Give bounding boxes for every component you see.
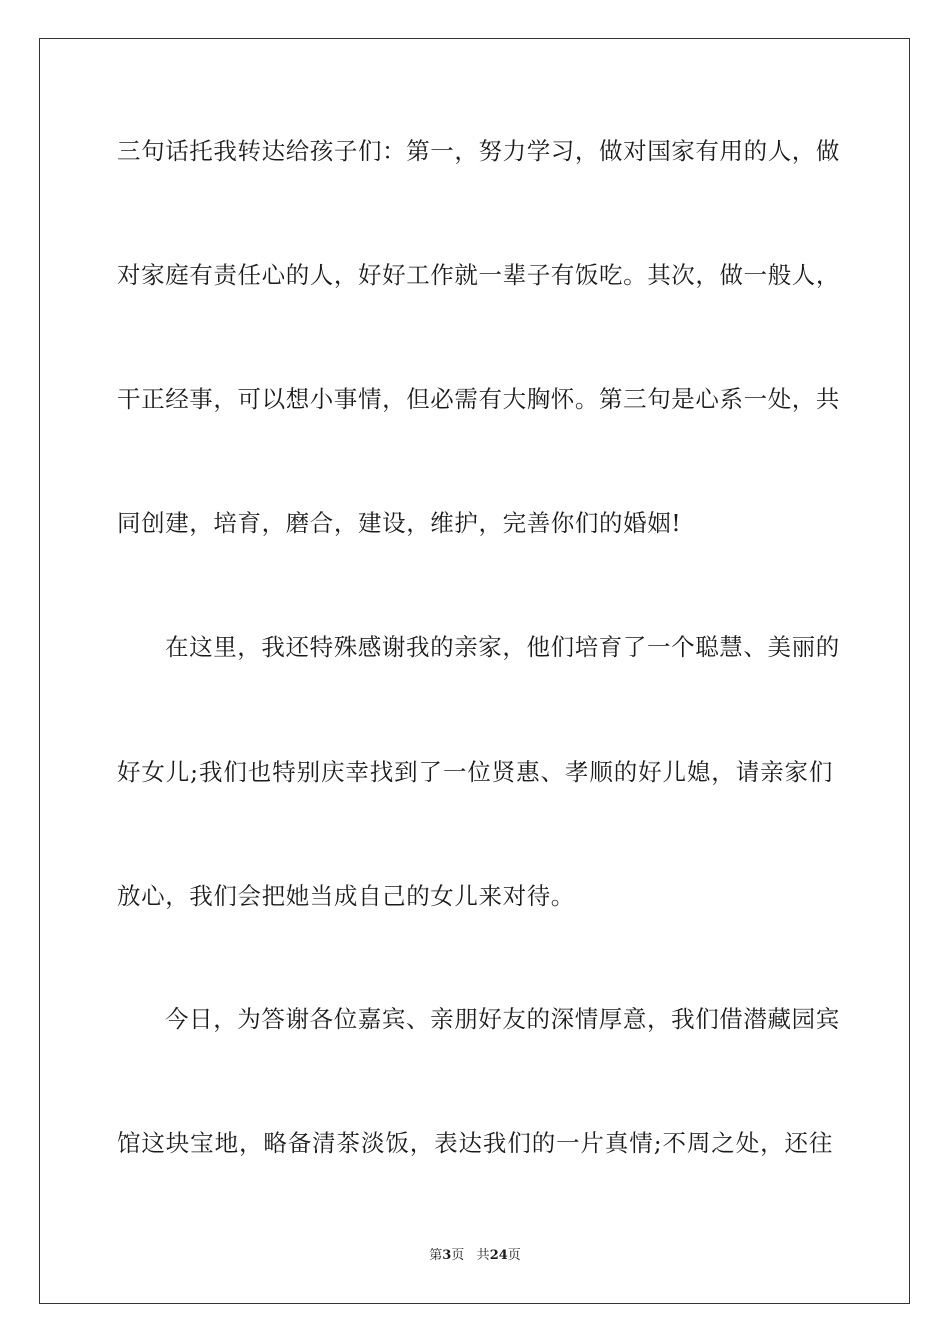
footer-page-prefix: 第 (429, 1248, 443, 1263)
footer-page-number: 3 (442, 1248, 452, 1263)
footer-total-suffix: 页 (507, 1248, 521, 1263)
body-line-6: 好女儿;我们也特别庆幸找到了一位贤惠、孝顺的好儿媳，请亲家们 (117, 758, 833, 786)
body-line-4: 同创建，培育，磨合，建设，维护，完善你们的婚姻! (117, 509, 682, 537)
footer-page-suffix: 页 (451, 1248, 465, 1263)
body-line-3: 干正经事，可以想小事情，但必需有大胸怀。第三句是心系一处，共 (117, 385, 840, 413)
footer-total-prefix: 共 (476, 1248, 490, 1263)
body-line-7: 放心，我们会把她当成自己的女儿来对待。 (117, 882, 575, 910)
body-line-8: 今日，为答谢各位嘉宾、亲朋好友的深情厚意，我们借潜藏园宾 (165, 1005, 840, 1033)
body-line-2: 对家庭有责任心的人，好好工作就一辈子有饭吃。其次，做一般人， (117, 261, 840, 289)
body-line-5: 在这里，我还特殊感谢我的亲家，他们培育了一个聪慧、美丽的 (165, 633, 840, 661)
footer-total-pages: 24 (489, 1248, 508, 1263)
page-border (39, 38, 910, 1304)
page-footer (0, 1247, 950, 1265)
body-line-1: 三句话托我转达给孩子们：第一，努力学习，做对国家有用的人，做 (117, 137, 840, 165)
body-line-9: 馆这块宝地，略备清茶淡饭，表达我们的一片真情;不周之处，还往 (117, 1129, 833, 1157)
